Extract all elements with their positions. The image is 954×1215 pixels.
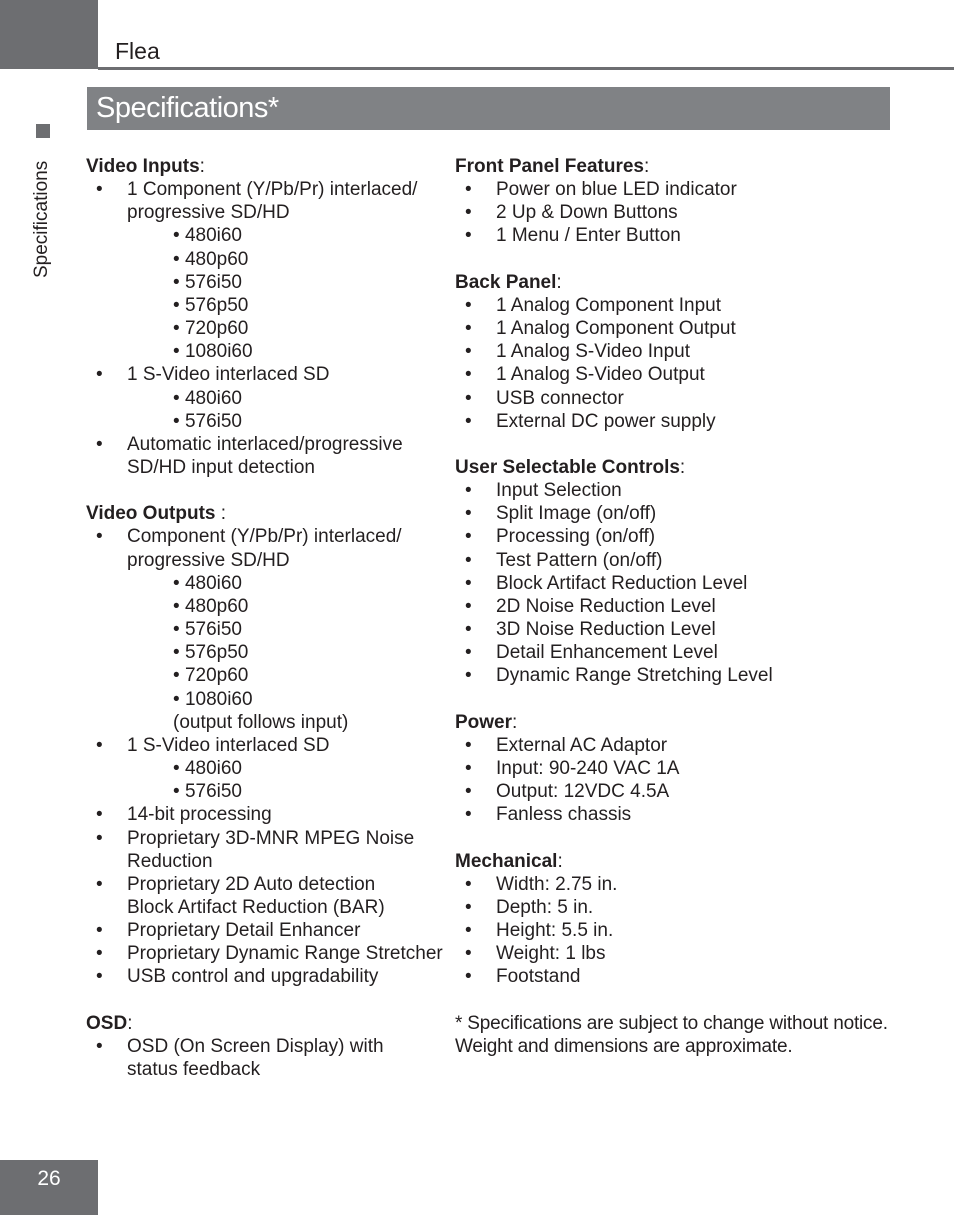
bullet-glyph: • (465, 920, 472, 942)
right-column-sections (455, 155, 905, 989)
sub-bullet-glyph: • (173, 642, 180, 664)
list-item-text: Power on blue LED indicator (496, 179, 737, 201)
sub-item-text: 576i50 (184, 781, 242, 803)
sub-bullet-glyph: • (173, 387, 180, 409)
list-item-text: Detail Enhancement Level (496, 642, 718, 664)
bullet-glyph: • (465, 410, 472, 432)
list-item-continuation: SD/HD input detection (127, 457, 315, 479)
section-heading-text: Video Inputs (86, 156, 200, 177)
list-item-text: Split Image (on/off) (496, 503, 657, 525)
sub-bullet-glyph: • (173, 248, 180, 270)
list-item (455, 641, 905, 664)
list-item (86, 178, 451, 224)
sub-bullet-glyph: • (173, 410, 180, 432)
section-heading-text: Video Outputs (86, 503, 216, 525)
list-item-text: 1 Analog Component Output (496, 318, 736, 340)
list-item-text: USB connector (496, 387, 624, 409)
bullet-glyph: • (96, 433, 103, 455)
sub-item (86, 387, 451, 410)
sub-item (86, 224, 451, 247)
list-item (455, 919, 905, 942)
list-item-continuation: status feedback (127, 1059, 261, 1081)
section-heading-text: Front Panel Features (455, 156, 644, 177)
sub-item-text: 480p60 (184, 595, 249, 617)
list-item-text: Proprietary 2D Auto detection (127, 873, 376, 895)
list-item (455, 410, 905, 433)
bullet-glyph: • (96, 526, 103, 548)
sub-item-text: 480i60 (184, 572, 242, 594)
list-item (86, 827, 451, 873)
list-item-text: Input Selection (496, 480, 622, 502)
list-item (455, 896, 905, 919)
spec-section (455, 711, 905, 827)
section-heading (455, 711, 905, 734)
section-heading-text: OSD (86, 1012, 128, 1034)
list-item-continuation: progressive SD/HD (127, 549, 290, 571)
bullet-glyph: • (96, 364, 103, 386)
sub-item-text: 480i60 (184, 225, 242, 247)
list-item (455, 664, 905, 687)
header-rule (98, 67, 954, 70)
list-item (455, 317, 905, 340)
sub-bullet-glyph: • (173, 665, 180, 687)
bullet-glyph: • (465, 943, 472, 965)
bullet-glyph: • (96, 827, 103, 849)
list-item-text: Fanless chassis (496, 804, 632, 826)
sidebar-section-label: Specifications (31, 160, 52, 278)
list-item-text: 1 Menu / Enter Button (496, 225, 681, 247)
section-heading-suffix: : (127, 1012, 133, 1034)
bullet-glyph: • (465, 318, 472, 340)
sub-bullet-glyph: • (173, 318, 180, 340)
list-item (455, 340, 905, 363)
list-item-text: Dynamic Range Stretching Level (496, 665, 773, 687)
list-item (455, 618, 905, 641)
bullet-glyph: • (465, 665, 472, 687)
section-heading-text: Back Panel (455, 271, 557, 293)
bullet-glyph: • (465, 781, 472, 803)
list-item (455, 479, 905, 502)
list-item (455, 942, 905, 965)
list-item-text: 14-bit processing (127, 804, 272, 826)
sub-item (86, 317, 451, 340)
list-item (86, 734, 451, 757)
sub-item (86, 757, 451, 780)
list-item-text: 3D Noise Reduction Level (496, 619, 716, 641)
sub-item-text: 720p60 (184, 665, 249, 687)
section-heading-text: Mechanical (455, 850, 558, 872)
bullet-glyph: • (465, 225, 472, 247)
sub-bullet-glyph: • (173, 781, 180, 803)
sub-item (86, 664, 451, 687)
section-heading-suffix: : (199, 156, 205, 177)
left-column (86, 155, 451, 1104)
bullet-glyph: • (465, 387, 472, 409)
bullet-glyph: • (465, 179, 472, 201)
spec-section (86, 155, 451, 479)
sub-item (86, 618, 451, 641)
list-item-continuation: progressive SD/HD (127, 202, 290, 224)
list-item (455, 595, 905, 618)
list-item-text: 1 Analog S-Video Output (496, 364, 705, 386)
list-item-text: 1 S-Video interlaced SD (127, 364, 330, 386)
list-item (455, 224, 905, 247)
list-item (455, 178, 905, 201)
list-item-text: External DC power supply (496, 410, 716, 432)
list-item (455, 873, 905, 896)
section-heading-suffix: : (556, 271, 562, 293)
section-heading-text: Power (455, 711, 513, 733)
sub-item (86, 410, 451, 433)
list-item-text: 1 S-Video interlaced SD (127, 734, 330, 756)
list-item (455, 294, 905, 317)
bullet-glyph: • (465, 595, 472, 617)
sub-bullet-glyph: • (173, 271, 180, 293)
list-item (455, 780, 905, 803)
spec-section (86, 502, 451, 988)
notice-line: Weight and dimensions are approximate. (455, 1035, 793, 1057)
sub-item (86, 595, 451, 618)
list-item-text: Height: 5.5 in. (496, 920, 614, 942)
sub-item-text: 576p50 (184, 642, 249, 664)
list-item (455, 572, 905, 595)
sub-item-text: 1080i60 (184, 688, 253, 710)
spec-section (455, 271, 905, 433)
list-item-text: 1 Component (Y/Pb/Pr) interlaced/ (127, 179, 418, 201)
list-item (86, 942, 451, 965)
sub-bullet-glyph: • (173, 225, 180, 247)
sub-bullet-glyph: • (173, 758, 180, 780)
notice-line: * Specifications are subject to change without notice. (455, 1012, 888, 1034)
sub-item (86, 271, 451, 294)
list-item (455, 757, 905, 780)
list-item-text: Depth: 5 in. (496, 896, 594, 918)
bullet-glyph: • (96, 734, 103, 756)
bullet-glyph: • (465, 896, 472, 918)
list-item (455, 502, 905, 525)
list-item-text: Component (Y/Pb/Pr) interlaced/ (127, 526, 402, 548)
section-heading (86, 155, 451, 178)
sub-item-text: 720p60 (184, 318, 249, 340)
sub-item-text: 480p60 (184, 248, 249, 270)
list-item-text: Weight: 1 lbs (496, 943, 606, 965)
sub-item-text: 1080i60 (184, 341, 253, 363)
list-item (86, 433, 451, 479)
bullet-glyph: • (96, 1035, 103, 1057)
sub-item (86, 294, 451, 317)
sub-item-text: 480i60 (184, 758, 242, 780)
bullet-glyph: • (465, 364, 472, 386)
list-item-text: 2 Up & Down Buttons (496, 202, 678, 224)
section-heading-suffix: : (557, 850, 563, 872)
specification-notice (455, 1012, 905, 1058)
section-heading (455, 271, 905, 294)
list-item (455, 201, 905, 224)
bullet-glyph: • (96, 179, 103, 201)
section-heading (455, 456, 905, 479)
list-item (86, 525, 451, 571)
list-item-text: Input: 90-240 VAC 1A (496, 758, 680, 780)
bullet-glyph: • (465, 480, 472, 502)
sub-item (86, 340, 451, 363)
list-item (86, 873, 451, 919)
spec-section (455, 850, 905, 989)
list-item (455, 525, 905, 548)
list-item-text: OSD (On Screen Display) with (127, 1035, 384, 1057)
bullet-glyph: • (465, 549, 472, 571)
sub-bullet-glyph: • (173, 294, 180, 316)
product-name: Flea (115, 38, 160, 64)
bullet-glyph: • (465, 572, 472, 594)
spec-section (455, 155, 905, 248)
page-number: 26 (37, 1167, 61, 1190)
section-heading-suffix: : (679, 457, 686, 478)
sub-item-note: (output follows input) (173, 711, 349, 733)
list-item-text: Proprietary Detail Enhancer (127, 920, 361, 942)
list-item (86, 803, 451, 826)
bullet-glyph: • (465, 873, 472, 895)
list-item (86, 1035, 451, 1081)
list-item-continuation: Block Artifact Reduction (BAR) (127, 896, 385, 918)
list-item (86, 919, 451, 942)
sub-item (86, 248, 451, 271)
sub-bullet-glyph: • (173, 688, 180, 710)
bullet-glyph: • (465, 804, 472, 826)
list-item-text: 1 Analog Component Input (496, 294, 722, 316)
list-item (455, 965, 905, 988)
bullet-glyph: • (465, 202, 472, 224)
list-item-text: Test Pattern (on/off) (496, 549, 663, 571)
list-item-text: Footstand (496, 966, 581, 988)
bullet-glyph: • (465, 619, 472, 641)
sub-item-text: 576i50 (184, 271, 242, 293)
list-item-text: 1 Analog S-Video Input (496, 341, 691, 363)
sub-bullet-glyph: • (173, 595, 180, 617)
list-item-continuation: Reduction (127, 850, 213, 872)
section-heading (455, 155, 905, 178)
sub-item (86, 572, 451, 595)
list-item-text: USB control and upgradability (127, 966, 379, 988)
sidebar-marker (36, 124, 50, 138)
list-item (455, 363, 905, 386)
spec-section (455, 456, 905, 688)
sub-item (86, 641, 451, 664)
bullet-glyph: • (465, 758, 472, 780)
bullet-glyph: • (465, 294, 472, 316)
right-column (455, 155, 905, 1058)
bullet-glyph: • (465, 966, 472, 988)
list-item-text: Block Artifact Reduction Level (496, 572, 748, 594)
list-item (86, 363, 451, 386)
list-item (455, 549, 905, 572)
section-heading (86, 502, 451, 525)
list-item (86, 965, 451, 988)
section-heading-suffix: : (512, 711, 518, 733)
sub-bullet-glyph: • (173, 341, 180, 363)
sub-item-text: 576i50 (184, 619, 242, 641)
bullet-glyph: • (465, 341, 472, 363)
section-title-bar (87, 87, 890, 130)
sub-bullet-glyph: • (173, 619, 180, 641)
list-item-text: External AC Adaptor (496, 734, 668, 756)
sub-bullet-glyph: • (173, 572, 180, 594)
sub-item-text: 480i60 (184, 387, 242, 409)
list-item-text: Proprietary 3D-MNR MPEG Noise (127, 827, 415, 849)
list-item-text: Processing (on/off) (496, 526, 656, 548)
bullet-glyph: • (465, 503, 472, 525)
bullet-glyph: • (96, 804, 103, 826)
list-item (455, 803, 905, 826)
section-heading (86, 1012, 451, 1035)
sub-item-text: 576p50 (184, 294, 249, 316)
sub-item (86, 780, 451, 803)
bullet-glyph: • (96, 943, 103, 965)
header-corner-block (0, 0, 98, 69)
bullet-glyph: • (465, 642, 472, 664)
section-heading-text: User Selectable Controls (455, 457, 680, 478)
list-item (455, 387, 905, 410)
list-item-text: Output: 12VDC 4.5A (496, 781, 670, 803)
bullet-glyph: • (96, 966, 103, 988)
bullet-glyph: • (465, 526, 472, 548)
list-item-text: Automatic interlaced/progressive (127, 433, 403, 455)
list-item (455, 734, 905, 757)
page-title: Specifications* (96, 92, 279, 124)
list-item-text: Proprietary Dynamic Range Stretcher (127, 943, 443, 965)
section-heading-suffix: : (644, 156, 650, 177)
spec-section (86, 1012, 451, 1081)
list-item-text: 2D Noise Reduction Level (496, 595, 716, 617)
sub-item-text: 576i50 (184, 410, 242, 432)
bullet-glyph: • (96, 873, 103, 895)
bullet-glyph: • (465, 734, 472, 756)
section-heading-suffix: : (215, 503, 227, 525)
bullet-glyph: • (96, 920, 103, 942)
sub-item (86, 688, 451, 711)
list-item-text: Width: 2.75 in. (496, 873, 618, 895)
section-heading (455, 850, 905, 873)
